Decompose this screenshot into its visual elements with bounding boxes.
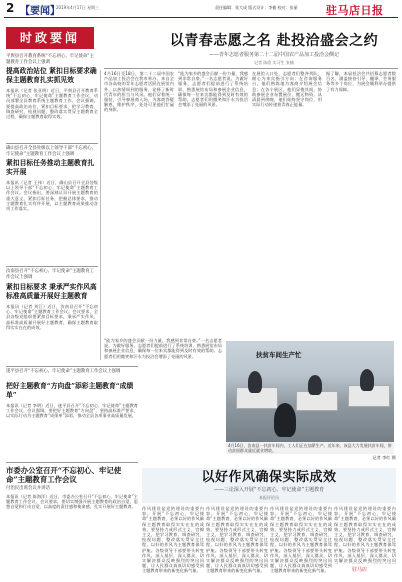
lead-byline: 记者 陈欣 实习生 张楠 — [254, 60, 294, 65]
story2-kicker: 确山县召开全县处级以上领导干部“不忘初心、牢记使命”主题教育工作会议上强调 — [6, 146, 97, 157]
issue-date: 2019年4月17日 星期三 — [56, 5, 100, 10]
section-banner-label: 时政要闻 — [19, 31, 80, 45]
photo-caption: 4月16日，汝南县一扶贫车间内，工人们正在加紧生产。近年来，该县大力发展扶贫车间，带动贫困群众就近就业增收。 — [226, 442, 394, 454]
worker-figure — [274, 403, 296, 437]
story5-kicker: 付治民出席会议并讲话 — [6, 486, 50, 491]
news-photo — [226, 341, 394, 454]
commentary-body-col1: 作风建设是党的建设的重要内容。开展“不忘初心、牢记使命”主题教育，必须以好的作风确保主题教育取得实实在在的成效。要坚持力戒形式主义、官僚主义，把学习教育、调查研究、检视问题、整改落实贯穿全过程，以好的作风为主题教育保驾护航。各级领导干部要带头转变作风，深入基层、深入群众，切实解决群众反映强烈的突出问题，让人民群众真真切切感受到主题教育带来的新变化新气象。 — [142, 506, 204, 574]
story5-body: 本报讯（记者 陈海洋）近日，市委办公室召开“不忘初心、牢记使命”主题教育工作会议。会议要求，要切实增强开展主题教育的政治自觉、思想自觉和行动自觉，以高度的责任感和使命感，扎实开展好主题教育。 — [6, 494, 138, 510]
story-divider — [6, 143, 98, 144]
lead-body-col1: 4月16日至18日，第二十二届中国农产品加工投洽会在我市举办，来自全市各高校的青年志愿者活跃在展馆内外，以热情周到的服务，诠释了新时代青年的担当与风采。他们穿着统一服装，引导参展商入场，为客商答疑解惑，维护秩序，处处可见他们忙碌的身影。 — [104, 71, 174, 113]
commentary-subhead: ——三论深入开展“不忘初心、牢记使命”主题教育 — [213, 487, 325, 493]
worker-figure — [308, 375, 322, 395]
commentary-byline: 本报评论员 — [259, 495, 279, 500]
watermark-stamp: 驻马店 — [352, 567, 368, 573]
page-number: 2 — [6, 1, 15, 15]
story4-body: 本报讯（记者 李明）近日，遂平县召开“不忘初心、牢记使命”主题教育工作会议。会议强调，要把好主题教育“方向盘”，坚持高标准严要求，以实际行动为主题教育“成绩单”添彩，推动全县各项事业高质量发展。 — [6, 403, 138, 419]
photo-credit: 记者 李红 摄 — [372, 455, 396, 460]
commentary-headline: 以好作风确保实际成效 — [201, 470, 337, 485]
column-divider — [100, 70, 101, 360]
lead-rule — [104, 68, 398, 69]
worker-figure — [360, 369, 374, 391]
story1-headline: 提高政治站位 紧扣目标要求确保主题教育扎实抓见效 — [6, 67, 97, 84]
story3-kicker: 汝南县召开“不忘初心、牢记使命”主题教育工作会议上强调 — [6, 269, 94, 280]
lead-subhead: ——青年志愿者服务第二十二届中国农产品加工投洽会侧记 — [208, 52, 339, 58]
masthead-rule — [4, 17, 398, 18]
story1-kicker: 平舆县召开教育系统“不忘初心、牢记使命”主题教育工作会议上强调 — [6, 54, 94, 65]
lead-body-col4: 据了解，本届投洽会共招募志愿者数百名，涵盖接待引导、翻译、会务服务等多个岗位，为展会顺利举办提供了有力保障。 — [326, 71, 396, 92]
masthead — [0, 0, 402, 17]
story2-body: 本报讯（记者 王伟）近日，确山县召开全县处级以上领导干部“不忘初心、牢记使命”主题教育工作会议。会议指出，要深刻认识开展主题教育的重大意义，紧扣目标任务，把握总体要求，推动主题教育扎实有序开展，以主题教育成果推动各项工作落实。 — [6, 180, 98, 212]
commentary-body-col3: 作风建设是党的建设的重要内容。开展“不忘初心、牢记使命”主题教育，必须以好的作风确保主题教育取得实实在在的成效。要坚持力戒形式主义、官僚主义，把学习教育、调查研究、检视问题、整改落实贯穿全过程，以好的作风为主题教育保驾护航。各级领导干部要带头转变作风，深入基层、深入群众，切实解决群众反映强烈的突出问题，让人民群众真真切切感受到主题教育带来的新变化新气象。 — [270, 506, 332, 574]
story5-headline: 市委办公室召开“不忘初心、牢记使命”主题教育工作会议 — [6, 466, 122, 484]
editor-credits: 责任编辑：张大成 版式设计：李楠 校对：张丽 — [215, 5, 298, 10]
story4-headline: 把好主题教育“方向盘”添彩主题教育“成绩单” — [6, 382, 134, 399]
story3-headline: 紧扣目标要求 秉承严实作风高标准高质量开展好主题教育 — [6, 283, 97, 300]
lead-body-col3: 在展馆入口处，志愿者们整齐列队，耐心为来宾指引方向；在咨询服务台，他们熟练地为客商介绍展会信息；在各个展区，他们穿梭其间，协助参展企业布置展位、搬运物资。从清晨到傍晚，他们始终坚守岗位，用实际行动传递着青春正能量。 — [252, 71, 322, 108]
lead-continuation: “能为家乡的盛会贡献一份力量，我感到非常自豪。”一名志愿者说。为做好服务，志愿者们提前进行了系统培训，熟悉展馆布局和参展企业信息，确保每一位来宾都能得到及时有效的帮助。志愿者们用微笑和汗水为投洽会增添了亮丽的风景。 — [104, 338, 222, 359]
section-banner — [6, 27, 94, 49]
story-divider — [6, 462, 138, 463]
story3-body: 本报讯（记者 刘江）近日，汝南县召开“不忘初心、牢记使命”主题教育工作会议。会议要求，全县各级党组织要紧扣目标要求，秉承严实作风，高标准高质量开展好主题教育，确保主题教育取得实实在在的成效。 — [6, 304, 98, 330]
section-name: 【要闻】 — [20, 6, 60, 17]
newspaper-name: 驻马店日报 — [326, 4, 384, 17]
commentary-body-col2: 作风建设是党的建设的重要内容。开展“不忘初心、牢记使命”主题教育，必须以好的作风确保主题教育取得实实在在的成效。要坚持力戒形式主义、官僚主义，把学习教育、调查研究、检视问题、整改落实贯穿全过程，以好的作风为主题教育保驾护航。各级领导干部要带头转变作风，深入基层、深入群众，切实解决群众反映强烈的突出问题，让人民群众真真切切感受到主题教育带来的新变化新气象。 — [206, 506, 268, 574]
lead-body-col2: “能为家乡的盛会贡献一份力量，我感到非常自豪。”一名志愿者说。为做好服务，志愿者们提前进行了系统培训，熟悉展馆布局和参展企业信息，确保每一位来宾都能得到及时有效的帮助。志愿者们用微笑和汗水为投洽会增添了亮丽的风景。 — [178, 71, 248, 108]
story4-kicker: 遂平县召开“不忘初心、牢记使命”主题教育工作会议上强调 — [6, 369, 121, 374]
lead-headline: 以青春志愿之名 赴投洽盛会之约 — [169, 33, 379, 49]
story2-headline: 紧扣目标任务推动主题教育扎实开展 — [6, 159, 95, 176]
photo-title: 扶贫车间生产忙 — [256, 351, 302, 359]
commentary-body-col4: 作风建设是党的建设的重要内容。开展“不忘初心、牢记使命”主题教育，必须以好的作风确保主题教育取得实实在在的成效。要坚持力戒形式主义、官僚主义，把学习教育、调查研究、检视问题、整改落实贯穿全过程，以好的作风为主题教育保驾护航。各级领导干部要带头转变作风，深入基层、深入群众，切实解决群众反映强烈的突出问 — [334, 506, 396, 564]
story1-body: 本报讯（记者 张亚明）近日，平舆县召开教育系统“不忘初心、牢记使命”主题教育工作会议，动员部署全县教育系统主题教育工作。会议强调，要提高政治站位，紧扣目标要求，把学习教育、调查研究、检视问题、整改落实贯穿主题教育全过程，确保主题教育取得实效。 — [6, 88, 98, 120]
story-divider — [6, 266, 98, 267]
worker-figure — [248, 371, 262, 393]
